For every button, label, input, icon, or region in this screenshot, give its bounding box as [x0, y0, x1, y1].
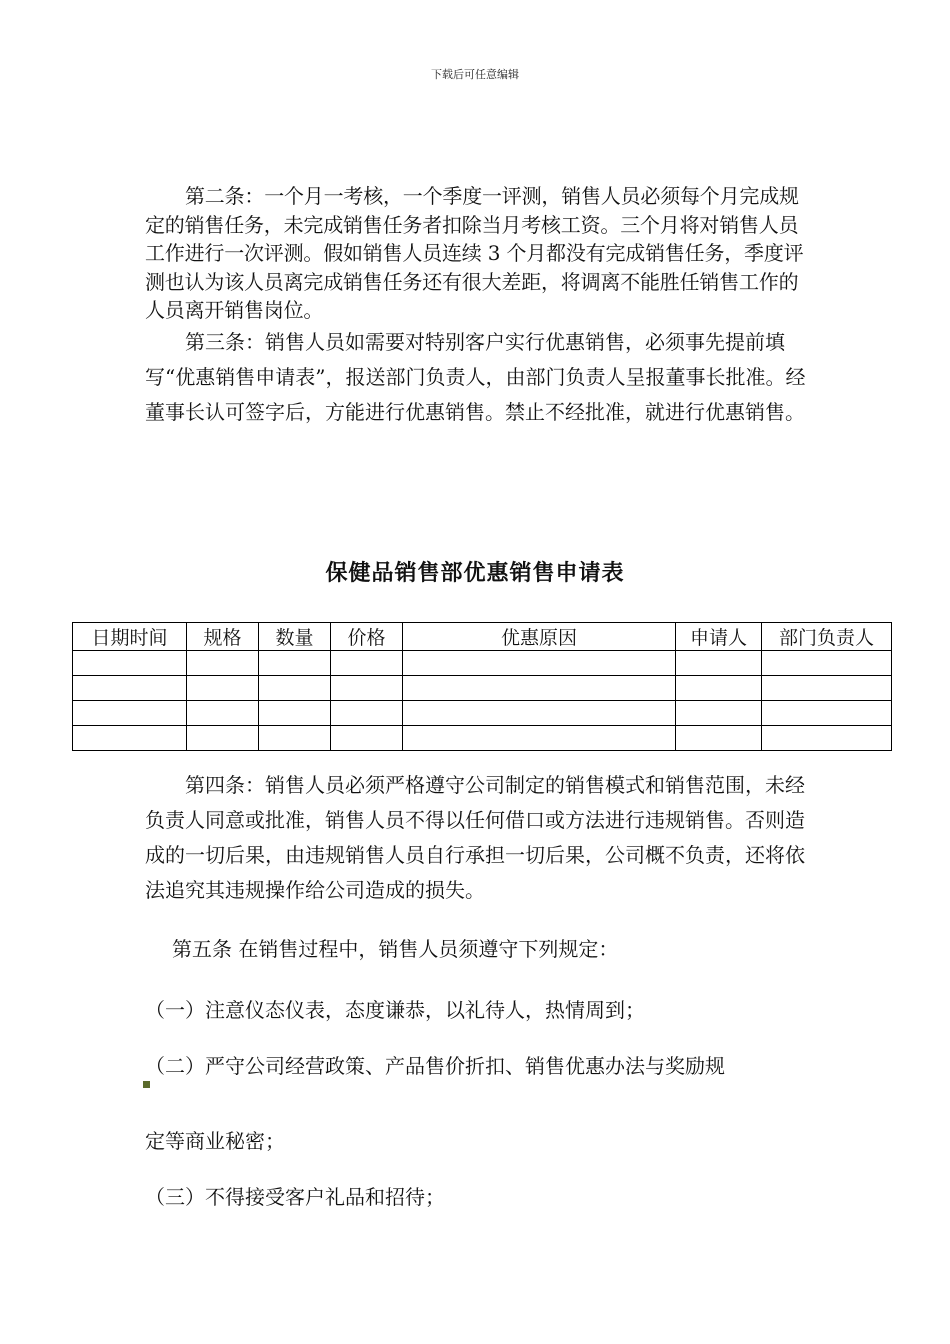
- table-cell: [331, 701, 403, 726]
- article-4: 第四条：销售人员必须严格遵守公司制定的销售模式和销售范围，未经负责人同意或批准，销售人员不得以任何借口或方法进行违规销售。否则造成的一切后果，由违规销售人员自行承担一切后果，公司概不负责，还将依法追究其违规操作给公司造成的损失。: [145, 773, 805, 902]
- table-cell: [331, 726, 403, 751]
- discount-application-table: [72, 622, 892, 751]
- table-cell: [73, 701, 187, 726]
- table-cell: [187, 726, 259, 751]
- column-header: 申请人: [676, 623, 762, 651]
- table-header-row: [73, 623, 892, 651]
- table-cell: [187, 676, 259, 701]
- anchor-mark-icon: [143, 1081, 150, 1088]
- column-header: 数量: [259, 623, 331, 651]
- page-header: 下载后可任意编辑: [431, 68, 519, 81]
- table-cell: [762, 701, 892, 726]
- article-5-intro: 第五条 在销售过程中，销售人员须遵守下列规定：: [172, 937, 619, 961]
- table-cell: [403, 676, 676, 701]
- table-cell: [762, 726, 892, 751]
- table-cell: [331, 651, 403, 676]
- table-row: [73, 651, 892, 676]
- table-cell: [187, 651, 259, 676]
- table-cell: [676, 726, 762, 751]
- table-cell: [762, 676, 892, 701]
- rule-item-1: （一）注意仪态仪表，态度谦恭，以礼待人，热情周到；: [145, 998, 645, 1022]
- rule-item-2-line-2: 定等商业秘密；: [145, 1129, 285, 1153]
- rule-item-2-line-1: （二）严守公司经营政策、产品售价折扣、销售优惠办法与奖励规: [145, 1054, 725, 1078]
- table-row: [73, 701, 892, 726]
- table-cell: [331, 676, 403, 701]
- rule-item-3: （三）不得接受客户礼品和招待；: [145, 1185, 445, 1209]
- table-cell: [259, 726, 331, 751]
- column-header: 优惠原因: [403, 623, 676, 651]
- article-2: 第二条：一个月一考核，一个季度一评测，销售人员必须每个月完成规定的销售任务，未完成销售任务者扣除当月考核工资。三个月将对销售人员工作进行一次评测。假如销售人员连续 3 个月都没有完成销售任务，季度评测也认为该人员离完成销售任务还有很大差距，将调离不能胜任销售工作的人员离开销售岗位。: [145, 184, 804, 322]
- table-cell: [676, 676, 762, 701]
- form-title: 保健品销售部优惠销售申请表: [325, 561, 625, 586]
- table-cell: [403, 701, 676, 726]
- table-cell: [676, 701, 762, 726]
- table-cell: [73, 651, 187, 676]
- table-cell: [73, 676, 187, 701]
- table-cell: [762, 651, 892, 676]
- table-row: [73, 726, 892, 751]
- table-cell: [259, 651, 331, 676]
- table-cell: [676, 651, 762, 676]
- column-header: 日期时间: [73, 623, 187, 651]
- table-cell: [187, 701, 259, 726]
- table-cell: [259, 701, 331, 726]
- column-header: 规格: [187, 623, 259, 651]
- table-cell: [73, 726, 187, 751]
- column-header: 价格: [331, 623, 403, 651]
- table-cell: [259, 676, 331, 701]
- table-cell: [403, 726, 676, 751]
- table-cell: [403, 651, 676, 676]
- column-header: 部门负责人: [762, 623, 892, 651]
- table-row: [73, 676, 892, 701]
- article-3: 第三条：销售人员如需要对特别客户实行优惠销售，必须事先提前填写“优惠销售申请表”，报送部门负责人，由部门负责人呈报董事长批准。经董事长认可签字后，方能进行优惠销售。禁止不经批准，就进行优惠销售。: [145, 330, 806, 424]
